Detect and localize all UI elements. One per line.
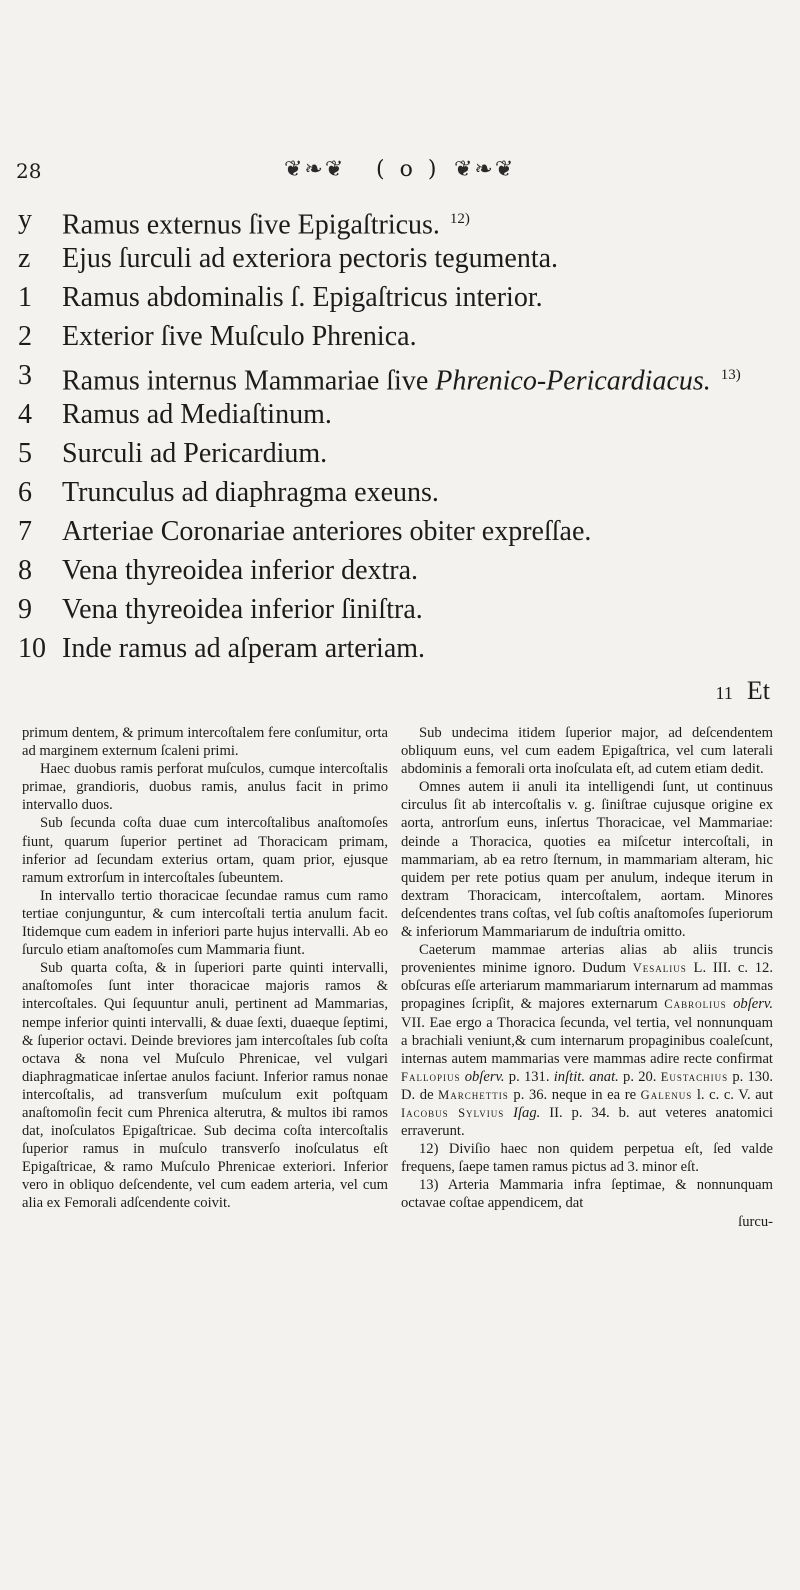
paragraph: primum dentem, & primum intercoſtalem fere conſumitur, orta ad marginem externum ſcaleni primi. bbox=[22, 725, 388, 760]
legend-italic: Phrenico-Pericardiacus. bbox=[435, 365, 711, 397]
legend-key: 1 bbox=[18, 282, 32, 313]
paragraph: Sub undecima itidem ſuperior major, ad deſcendentem obliquum euns, vel cum eadem Epigaſtrica, vel cum laterali abdominis a femorali orta inoſculata eſt, ad cutem etiam dedit. bbox=[401, 725, 773, 778]
page-header bbox=[16, 155, 780, 191]
left-column bbox=[22, 724, 388, 1213]
right-column bbox=[401, 724, 773, 1231]
legend-text: Ramus externus ſive Epigaſtricus. $^{12)}$ bbox=[62, 209, 470, 241]
paragraph: Sub quarta coſta, & in ſuperiori parte quinti intervalli, anaſtomoſes ſunt inter thoracicae majoris ramos & intercoſtales. Qui ſequuntur anuli, pertinent ad Mammarias, nempe inferior quinti intervalli, & duae ſexti, duaeque ſeptimi, & ſuperior octavi. Deinde breviores jam intercoſtales ſub coſta octava & nona vel Muſculo Phrenicae, vel vulgari diaphragmaticae inſertae anulos faciunt. Inferior ramus nonae intercoſtalis, ad transverſum muſculum exit poſtquam anaſtomoſin fecit cum Phrenica alterutra, & multos ibi ramos dat, inoſculatos Epigaſtricae. Sub decima coſta intercoſtalis ſuperior ramus in muſculo transverſo inoſculatus eſt Epigaſtricae, & ramo Muſculo Phrenicae exteriori. Inferior vero in obliquo deſcendente, vel cum eadem arteria, vel cum alia ex Femorali adſcendente coivit. bbox=[22, 960, 388, 1212]
legend-text: Ramus internus Mammariae ſive Phrenico-Pericardiacus. $^{13)}$ bbox=[62, 365, 741, 397]
ornament-left-icon: ❦❧❦ bbox=[284, 157, 346, 182]
legend-key: 8 bbox=[18, 555, 32, 586]
legend-item bbox=[18, 395, 788, 434]
footnote: 13) Arteria Mammaria infra ſeptimae, & nonnunquam octavae coſtae appendicem, dat bbox=[401, 1177, 773, 1212]
paragraph: Caeterum mammae arterias alias ab aliis truncis provenientes minime ignoro. Dudum Vesalius L. III. c. 12. obſcuras eſſe arteriarum mammariarum internarum ad mammas propagines ſcripſit, & majores externarum Cabrolius obſerv. VII. Eae ergo a Thoracica ſecunda, vel tertia, vel nonnunquam a brachiali veniunt,& cum internarum propaginibus coaleſcunt, internas autem mammarias vere mammas adire recte confirmat Fallopius obſerv. p. 131. inſtit. anat. p. 20. Eustachius p. 130. D. de Marchettis p. 36. neque in ea re Galenus l. c. c. V. aut Iacobus Sylvius Iſag. II. p. 34. b. aut veteres anatomici erraverunt. bbox=[401, 942, 774, 1140]
paragraph: Omnes autem ii anuli ita intelligendi ſunt, ut continuus circulus ſit ab intercoſtalis v. g. ſiniſtrae cujusque origine ex aorta, antrorſum euns, inſertus Thoracicae, vel Mammariae: deinde a Thoracica, quoties ea miſcetur intercoſtali, in mammariam, ab ea retro ſternum, in mammariam alteram, hic quidem per rete potius quam per anulum, indeque iterum in dextram Thoracicam, intercoſtalem, aortam. Minores deſcendentes trans coſtas, vel ſub coſtis anaſtomoſes ſuperiorum & inferiorum Mammariarum de induſtria omitto. bbox=[401, 779, 773, 941]
footnote-ref: 13) bbox=[720, 367, 741, 383]
legend-item bbox=[18, 473, 788, 512]
author-name: Cabrolius bbox=[664, 997, 727, 1012]
legend-item bbox=[18, 434, 788, 473]
legend-item bbox=[18, 239, 788, 278]
legend-text: Exterior ſive Muſculo Phrenica. bbox=[62, 321, 417, 352]
legend-item bbox=[18, 317, 788, 356]
legend-key: 9 bbox=[18, 594, 32, 625]
legend-key: 3 bbox=[18, 360, 32, 391]
paragraph: Sub ſecunda coſta duae cum intercoſtalibus anaſtomoſes fiunt, quarum ſuperior pertinet ad Thoracicam primam, inferior ad ſecundam exterius ortam, quam prior, ejusque ramum extrorſum in intercoſtales ſubeuntem. bbox=[22, 815, 388, 886]
author-name: Galenus bbox=[640, 1087, 693, 1102]
author-name: Vesalius bbox=[632, 961, 687, 976]
legend-key: 5 bbox=[18, 438, 32, 469]
footnote: 12) Diviſio haec non quidem perpetua eſt, ſed valde frequens, ſaepe tamen ramus pictus ad 3. minor eſt. bbox=[401, 1141, 773, 1176]
catchword-number: 11 bbox=[715, 683, 733, 703]
legend-text: Vena thyreoidea inferior ſiniſtra. bbox=[62, 594, 423, 625]
ornament-right-icon: ❦❧❦ bbox=[454, 157, 516, 182]
legend-item bbox=[18, 590, 788, 629]
legend-item bbox=[18, 200, 788, 239]
legend-key: 2 bbox=[18, 321, 32, 352]
legend-key: 7 bbox=[18, 516, 32, 547]
legend-text: Ramus abdominalis ſ. Epigaſtricus interior. bbox=[62, 282, 543, 313]
page-number: 28 bbox=[16, 159, 42, 183]
figure-legend bbox=[18, 200, 788, 668]
author-name: Fallopius bbox=[401, 1069, 461, 1084]
legend-item bbox=[18, 629, 788, 668]
legend-text: Vena thyreoidea inferior dextra. bbox=[62, 555, 419, 586]
legend-item bbox=[18, 512, 788, 551]
legend-key: 10 bbox=[18, 633, 46, 664]
legend-text: Ramus ad Mediaſtinum. bbox=[62, 399, 332, 430]
author-name: Iacobus Sylvius bbox=[401, 1105, 505, 1120]
legend-text: Trunculus ad diaphragma exeuns. bbox=[62, 477, 439, 508]
legend-text: Surculi ad Pericardium. bbox=[62, 438, 328, 469]
legend-key: z bbox=[18, 243, 31, 274]
catchword bbox=[716, 676, 770, 706]
catchword-text: Et bbox=[746, 676, 770, 705]
paragraph: In intervallo tertio thoracicae ſecundae ramus cum ramo tertiae conjunguntur, & cum intercoſtali tertia anulum facit. Itidemque cum eadem in inferiori parte hujus intervalli. Ab eo ſurculo etiam anaſtomoſes cum Mammaria fiunt. bbox=[22, 887, 388, 959]
author-name: Eustachius bbox=[660, 1069, 729, 1084]
legend-text: Arteriae Coronariae anteriores obiter expreſſae. bbox=[62, 516, 592, 547]
catchword-bottom: ſurcu- bbox=[738, 1213, 773, 1230]
page-mark: ( o ) bbox=[376, 157, 441, 182]
legend-key: 6 bbox=[18, 477, 32, 508]
legend-key: 4 bbox=[18, 399, 32, 430]
paragraph: Haec duobus ramis perforat muſculos, cumque intercoſtalis primae, grandioris, duobus ramis, anulus facit in primo intervallo duos. bbox=[22, 761, 388, 814]
legend-text: Inde ramus ad aſperam arteriam. bbox=[62, 633, 426, 664]
footnote-ref: 12) bbox=[449, 211, 470, 227]
legend-text: Ejus ſurculi ad exteriora pectoris tegumenta. bbox=[62, 243, 559, 274]
legend-item bbox=[18, 278, 788, 317]
legend-item bbox=[18, 356, 788, 395]
author-name: Marchettis bbox=[438, 1087, 509, 1102]
legend-item bbox=[18, 551, 788, 590]
legend-key: y bbox=[18, 204, 32, 235]
